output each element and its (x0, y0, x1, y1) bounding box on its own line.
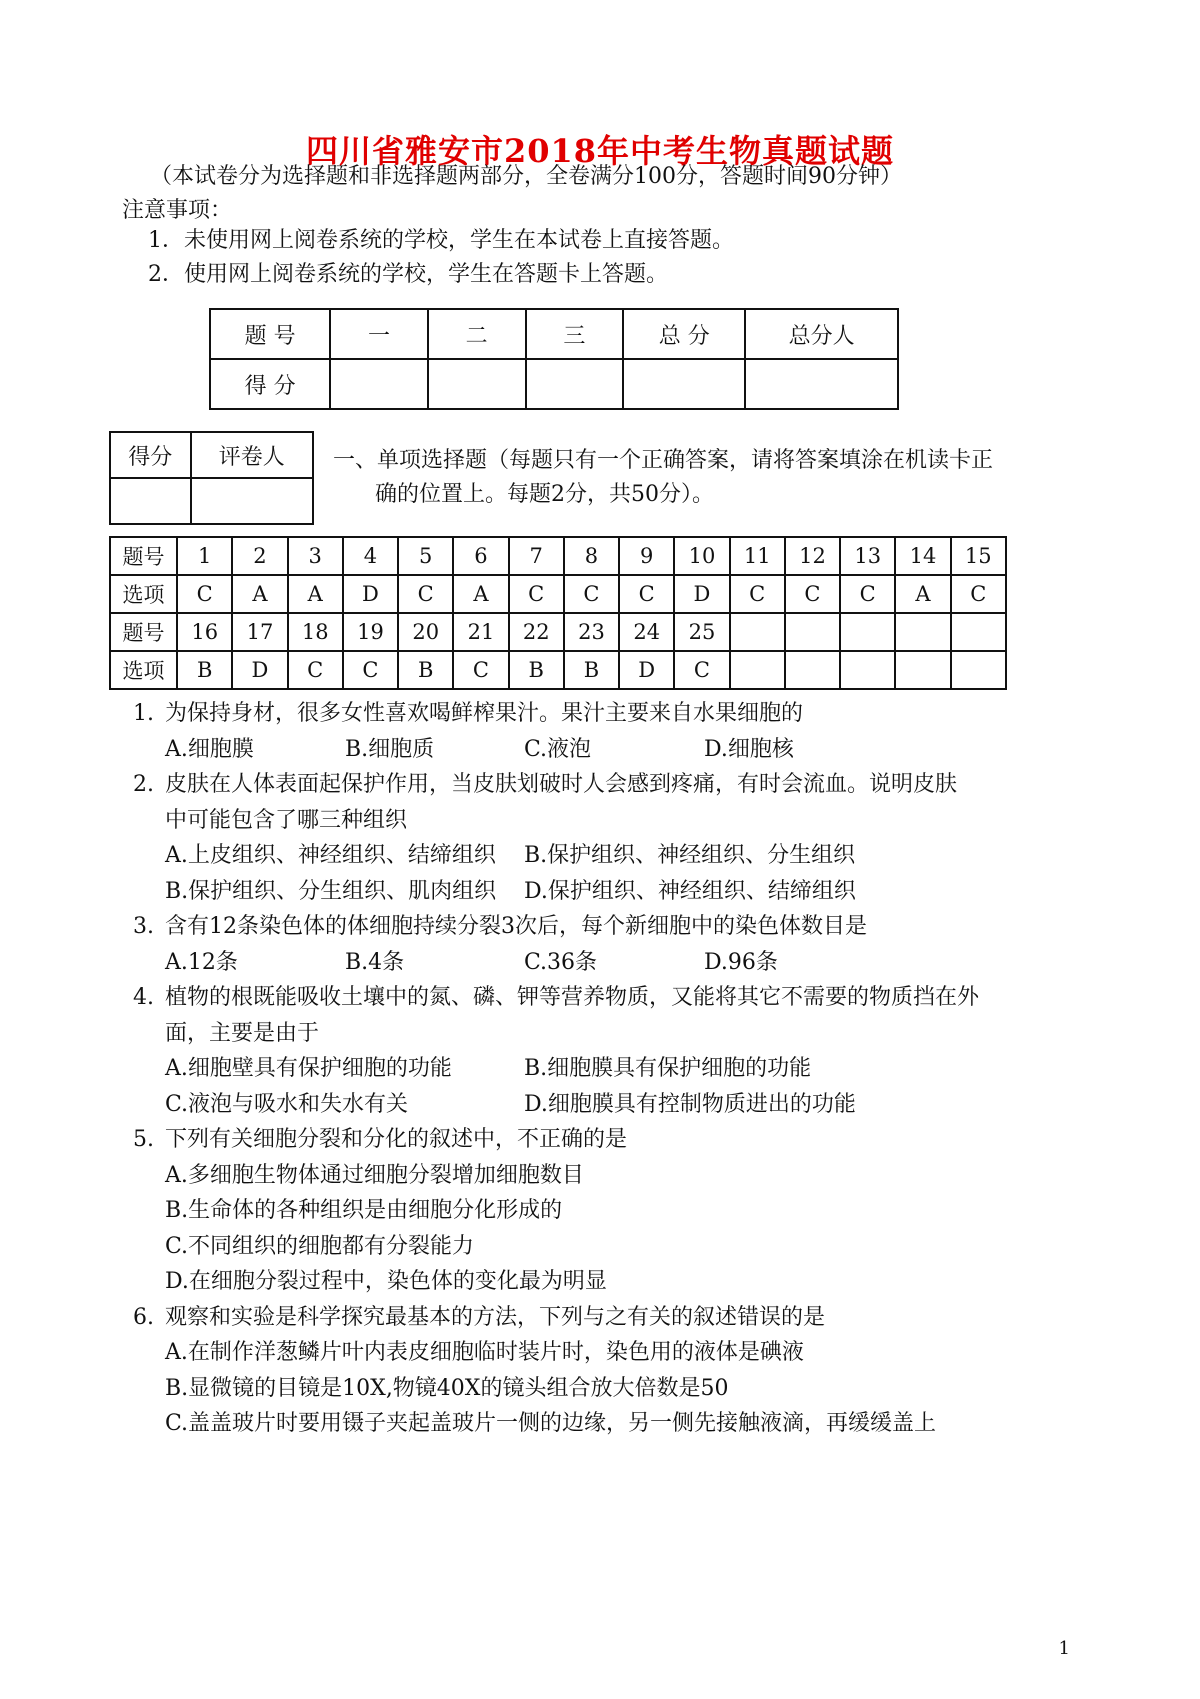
score-input-cell (745, 359, 898, 409)
answer-cell: B (564, 651, 619, 689)
answer-row-numbers (110, 537, 1006, 575)
answer-cell: B (398, 651, 453, 689)
answer-row-label: 题号 (110, 537, 177, 575)
answer-row-numbers (110, 613, 1006, 651)
answer-option: A.细胞壁具有保护细胞的功能 (165, 1056, 452, 1081)
score-cell: 二 (428, 309, 526, 359)
answer-cell: 4 (343, 537, 398, 575)
grader-input-cell (191, 478, 313, 524)
answer-cell (840, 613, 895, 651)
answer-cell: A (232, 575, 287, 613)
answer-cell: C (398, 575, 453, 613)
answer-option: D.细胞膜具有控制物质进出的功能 (524, 1091, 856, 1117)
score-cell: 总分人 (745, 309, 898, 359)
section-heading-cont: 确的位置上。每题2分，共50分）。 (375, 482, 714, 507)
page-number: 1 (1058, 1638, 1070, 1659)
answer-cell (895, 651, 950, 689)
answer-cell (895, 613, 950, 651)
answer-cell: 22 (509, 613, 564, 651)
score-cell: 总 分 (623, 309, 745, 359)
exam-subtitle: （本试卷分为选择题和非选择题两部分，全卷满分100分，答题时间90分钟） (150, 164, 902, 189)
answer-cell: C (343, 651, 398, 689)
answer-cell: D (674, 575, 729, 613)
answer-cell (730, 613, 785, 651)
answer-option: B.保护组织、分生组织、肌肉组织 (165, 878, 497, 904)
answer-cell: C (177, 575, 232, 613)
question-number: 2. (133, 772, 154, 797)
answer-cell: C (619, 575, 674, 613)
question-text: 皮肤在人体表面起保护作用，当皮肤划破时人会感到疼痛，有时会流血。说明皮肤 (165, 772, 958, 797)
answer-option: B.4条 (345, 949, 405, 975)
score-input-cell (428, 359, 526, 409)
answer-cell: 3 (288, 537, 343, 575)
question-text: 观察和实验是科学探究最基本的方法，下列与之有关的叙述错误的是 (165, 1304, 826, 1330)
grader-table (109, 431, 314, 525)
answer-cell: 14 (895, 537, 950, 575)
answer-option: C.盖盖玻片时要用镊子夹起盖玻片一侧的边缘，另一侧先接触液滴，再缓缓盖上 (165, 1411, 937, 1436)
answer-cell: 25 (674, 613, 729, 651)
answer-cell: A (895, 575, 950, 613)
answer-cell (840, 651, 895, 689)
question-number: 5. (133, 1127, 154, 1152)
question-text: 面，主要是由于 (165, 1020, 320, 1046)
answer-cell: 11 (730, 537, 785, 575)
answer-cell: C (674, 651, 729, 689)
answer-cell: 19 (343, 613, 398, 651)
answer-option: B.细胞质 (345, 736, 435, 762)
answer-table (109, 536, 1007, 690)
answer-cell: 5 (398, 537, 453, 575)
answer-cell: B (177, 651, 232, 689)
answer-cell: A (288, 575, 343, 613)
note-item: 2．使用网上阅卷系统的学校，学生在答题卡上答题。 (148, 262, 668, 287)
answer-row-options (110, 575, 1006, 613)
answer-option: A.12条 (165, 949, 238, 975)
answer-option: B.生命体的各种组织是由细胞分化形成的 (165, 1198, 563, 1223)
answer-cell: C (730, 575, 785, 613)
answer-option: A.多细胞生物体通过细胞分裂增加细胞数目 (165, 1162, 584, 1188)
score-input-cell (623, 359, 745, 409)
answer-row-options (110, 651, 1006, 689)
note-item: 1．未使用网上阅卷系统的学校，学生在本试卷上直接答题。 (148, 228, 734, 253)
answer-row-label: 选项 (110, 651, 177, 689)
question-text: 植物的根既能吸收土壤中的氮、磷、钾等营养物质，又能将其它不需要的物质挡在外 (165, 985, 980, 1010)
answer-cell (785, 651, 840, 689)
answer-cell: 24 (619, 613, 674, 651)
answer-cell: 10 (674, 537, 729, 575)
answer-cell: A (453, 575, 508, 613)
answer-option: D.细胞核 (704, 736, 794, 762)
answer-row-label: 题号 (110, 613, 177, 651)
grader-cell: 评卷人 (191, 432, 313, 478)
answer-option: B.细胞膜具有保护细胞的功能 (524, 1056, 812, 1081)
answer-cell: 1 (177, 537, 232, 575)
score-table (209, 308, 899, 410)
answer-cell: 6 (453, 537, 508, 575)
question-text: 为保持身材，很多女性喜欢喝鲜榨果汁。果汁主要来自水果细胞的 (165, 701, 804, 726)
score-table-header-row (210, 309, 898, 359)
answer-cell: D (232, 651, 287, 689)
score-cell: 三 (526, 309, 624, 359)
question-text: 含有12条染色体的体细胞持续分裂3次后，每个新细胞中的染色体数目是 (165, 914, 867, 939)
answer-cell: 16 (177, 613, 232, 651)
answer-cell: C (564, 575, 619, 613)
answer-cell: 2 (232, 537, 287, 575)
answer-cell: 15 (951, 537, 1006, 575)
answer-cell: 12 (785, 537, 840, 575)
answer-cell: 23 (564, 613, 619, 651)
answer-cell: 17 (232, 613, 287, 651)
answer-cell: 20 (398, 613, 453, 651)
answer-option: D.96条 (704, 949, 778, 975)
answer-cell: 18 (288, 613, 343, 651)
answer-cell: C (453, 651, 508, 689)
answer-option: C.液泡与吸水和失水有关 (165, 1091, 409, 1117)
score-input-cell (526, 359, 624, 409)
notes-heading: 注意事项： (122, 198, 233, 223)
answer-option: C.液泡 (524, 736, 592, 762)
answer-cell: D (343, 575, 398, 613)
grader-cell: 得分 (110, 432, 191, 478)
answer-cell: C (840, 575, 895, 613)
question-number: 1. (133, 701, 154, 726)
answer-cell (951, 613, 1006, 651)
question-number: 3. (133, 914, 154, 939)
section-heading: 一、单项选择题（每题只有一个正确答案，请将答案填涂在机读卡正 (333, 448, 994, 473)
answer-cell: D (619, 651, 674, 689)
score-table-score-row (210, 359, 898, 409)
answer-option: A.细胞膜 (165, 736, 254, 762)
answer-cell (785, 613, 840, 651)
answer-option: A.在制作洋葱鳞片叶内表皮细胞临时装片时，染色用的液体是碘液 (165, 1340, 804, 1365)
answer-cell: C (509, 575, 564, 613)
answer-cell: 8 (564, 537, 619, 575)
score-cell: 一 (330, 309, 428, 359)
question-text: 下列有关细胞分裂和分化的叙述中，不正确的是 (165, 1127, 628, 1152)
answer-option: D.保护组织、神经组织、结缔组织 (524, 878, 856, 904)
grader-input-cell (110, 478, 191, 524)
question-number: 6. (133, 1304, 154, 1330)
answer-cell: C (951, 575, 1006, 613)
answer-cell: 13 (840, 537, 895, 575)
answer-cell: C (288, 651, 343, 689)
answer-cell (730, 651, 785, 689)
page-title: 四川省雅安市2018年中考生物真题试题 (305, 132, 895, 170)
answer-option: A.上皮组织、神经组织、结缔组织 (165, 843, 496, 868)
answer-cell (951, 651, 1006, 689)
answer-option: C.36条 (524, 949, 598, 975)
answer-row-label: 选项 (110, 575, 177, 613)
answer-cell: C (785, 575, 840, 613)
question-text: 中可能包含了哪三种组织 (165, 807, 408, 833)
score-cell: 题 号 (210, 309, 330, 359)
answer-option: D.在细胞分裂过程中，染色体的变化最为明显 (165, 1269, 607, 1294)
question-number: 4. (133, 985, 154, 1010)
answer-cell: 9 (619, 537, 674, 575)
answer-cell: 21 (453, 613, 508, 651)
answer-option: C.不同组织的细胞都有分裂能力 (165, 1233, 475, 1259)
answer-cell: B (509, 651, 564, 689)
answer-option: B.保护组织、神经组织、分生组织 (524, 843, 856, 868)
score-input-cell (330, 359, 428, 409)
answer-cell: 7 (509, 537, 564, 575)
answer-option: B.显微镜的目镜是10X,物镜40X的镜头组合放大倍数是50 (165, 1375, 729, 1401)
score-cell: 得 分 (210, 359, 330, 409)
